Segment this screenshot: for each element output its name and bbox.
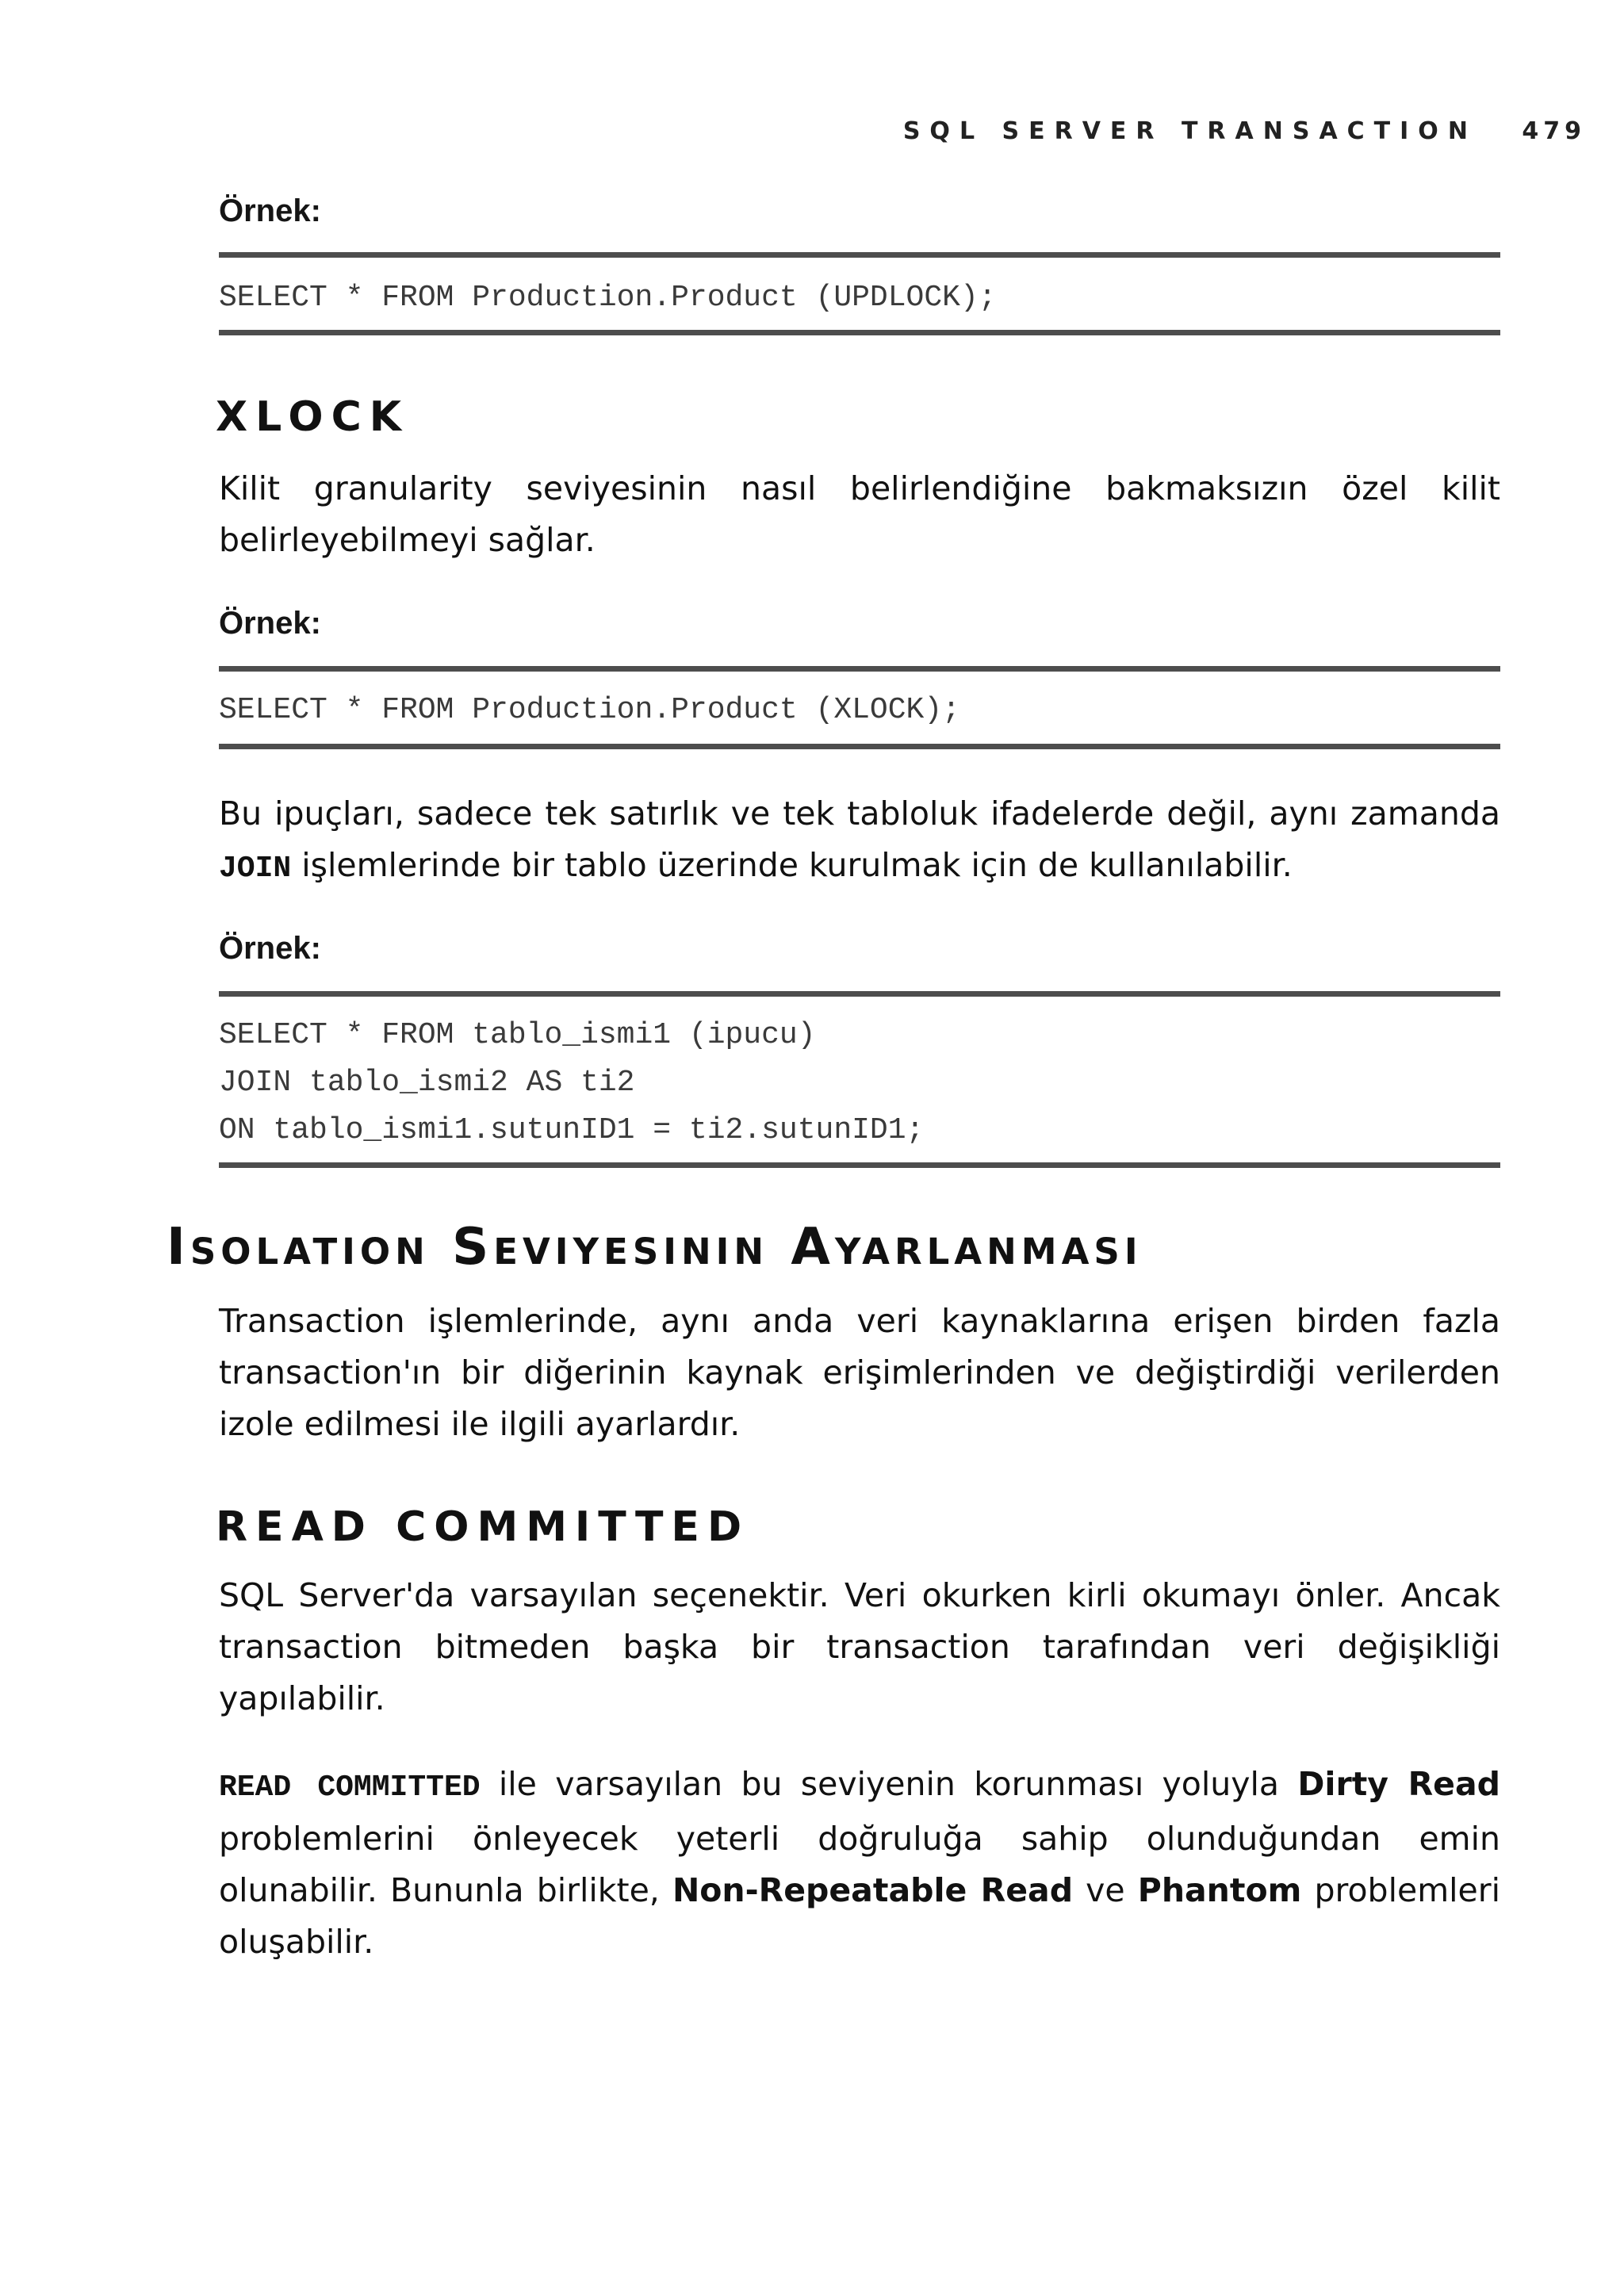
join-text-before: Bu ipuçları, sadece tek satırlık ve tek tabloluk ifadelerde değil, aynı zamanda: [219, 794, 1500, 833]
bold-non-repeatable-read: Non-Repeatable Read: [672, 1871, 1074, 1909]
rc-text-3: ve: [1073, 1871, 1138, 1909]
example-label-2: Örnek:: [219, 606, 321, 641]
inline-code-join: JOIN: [219, 852, 292, 886]
code-rule-bottom-2: [219, 744, 1500, 749]
read-committed-paragraph-1: SQL Server'da varsayılan seçenektir. Veri okurken kirli okumayı önler. Ancak transaction bitmeden başka bir transaction tarafından veri değişikliği yapılabilir.: [219, 1576, 1500, 1717]
isolation-paragraph: Transaction işlemlerinde, aynı anda veri kaynaklarına erişen birden fazla transaction'ın bir diğerinin kaynak erişimlerinden ve değiştirdiği verilerden izole edilmesi ile ilgili ayarlardır.: [219, 1302, 1500, 1443]
code-line: ON tablo_ismi1.sutunID1 = ti2.sutunID1;: [219, 1113, 925, 1147]
code-rule-top-3: [219, 991, 1500, 997]
code-block-3: [219, 1012, 924, 1154]
read-committed-paragraph-2: [219, 1759, 1500, 1968]
code-rule-bottom-3: [219, 1162, 1500, 1168]
bold-dirty-read: Dirty Read: [1297, 1765, 1500, 1803]
inline-code-read-committed: READ COMMITTED: [219, 1771, 481, 1805]
join-paragraph: [219, 788, 1500, 894]
example-label-1: Örnek:: [219, 193, 321, 228]
code-rule-bottom-1: [219, 330, 1500, 335]
example-label-3: Örnek:: [219, 931, 321, 966]
section-heading-xlock: XLOCK: [216, 393, 410, 441]
rc-text-4: problemleri oluşabilir.: [219, 1871, 1500, 1961]
code-line: SELECT * FROM Production.Product (XLOCK);: [219, 693, 960, 727]
code-block-2: [219, 687, 960, 734]
code-block-1: [219, 274, 997, 322]
join-text-after: işlemlerinde bir tablo üzerinde kurulmak için de kullanılabilir.: [291, 846, 1293, 884]
code-line: SELECT * FROM tablo_ismi1 (ipucu): [219, 1018, 816, 1052]
section-heading-read-committed: READ COMMITTED: [216, 1503, 750, 1551]
running-header: [903, 117, 1586, 145]
code-rule-top-2: [219, 666, 1500, 672]
rc-text-2: problemlerini önleyecek yeterli doğruluğa sahip olunduğundan emin olunabilir. Bununla birlikte,: [219, 1820, 1500, 1909]
bold-phantom: Phantom: [1137, 1871, 1302, 1909]
code-rule-top-1: [219, 252, 1500, 258]
section-heading-isolation: Isolation Seviyesinin Ayarlanması: [167, 1218, 1143, 1277]
running-title: SQL SERVER TRANSACTION: [902, 117, 1477, 145]
page-number: 479: [1522, 117, 1586, 145]
code-line: JOIN tablo_ismi2 AS ti2: [219, 1066, 635, 1100]
code-line: SELECT * FROM Production.Product (UPDLOCK);: [219, 281, 997, 315]
xlock-paragraph: Kilit granularity seviyesinin nasıl belirlendiğine bakmaksızın özel kilit belirleyebilmeyi sağlar.: [219, 469, 1500, 559]
rc-text-1: ile varsayılan bu seviyenin korunması yoluyla: [480, 1765, 1298, 1803]
